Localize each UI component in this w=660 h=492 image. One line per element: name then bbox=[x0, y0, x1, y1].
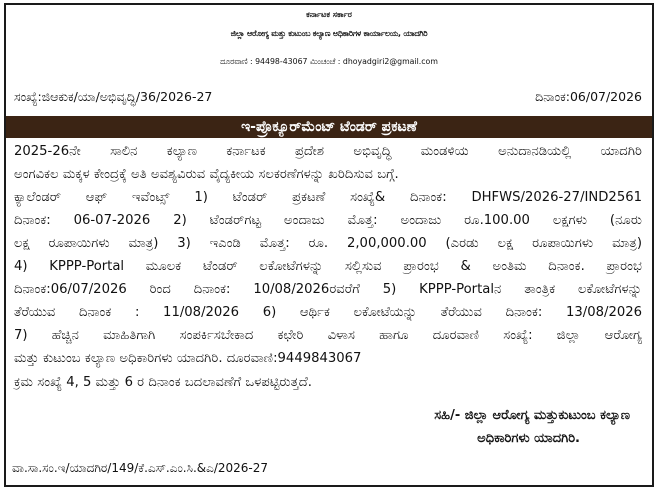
signature-line-2: ಅಧಿಕಾರಿಗಳು ಯಾದಗಿರಿ. bbox=[477, 431, 580, 446]
contact-line: ದೂರವಾಣಿ : 94498-43067 ಮಿಂಚಂಚೆ : dhoyadgiri2@gmail.com bbox=[220, 57, 438, 66]
body-line: ಮತ್ತು ಕುಟುಂಬ ಕಲ್ಯಾಣ ಅಧಿಕಾರಿಗಳು ಯಾದಗಿರಿ. ದೂರವಾಣಿ:9449843067 bbox=[14, 351, 362, 366]
notice-title-banner: ಇ-ಪ್ರೊಕ್ಯೂರ್‌ಮೆಂಟ್ ಟೆಂಡರ್ ಪ್ರಕಟಣೆ bbox=[6, 116, 652, 138]
body-line: ಕ್ರಮ ಸಂಖ್ಯೆ 4, 5 ಮತ್ತು 6 ರ ದಿನಾಂಕ ಬದಲಾವಣೆಗೆ ಒಳಪಟ್ಟಿರುತ್ತದೆ. bbox=[14, 375, 312, 390]
body-line: ದಿನಾಂಕ:06/07/2026 ರಿಂದ ದಿನಾಂಕ: 10/08/2026ರವರೆಗೆ 5) KPPP-Portalನ ತಾಂತ್ರಿಕ ಲಕೋಟೆಗಳನ್ನು bbox=[14, 282, 642, 297]
body-line: ಕ್ಯಾಲೆಂಡರ್ ಆಫ್ ಇವೆಂಟ್ಸ್ 1) ಟೆಂಡರ್ ಪ್ರಕಟಣೆ ಸಂಖ್ಯೆ& ದಿನಾಂಕ: DHFWS/2026-27/IND2561 bbox=[14, 190, 642, 205]
body-line: ದಿನಾಂಕ: 06-07-2026 2) ಟೆಂಡರ್‌ಗಟ್ಟ ಅಂದಾಜು ಮೊತ್ತ: ಅಂದಾಜು ರೂ.100.00 ಲಕ್ಷಗಳು (ನೂರು bbox=[14, 213, 642, 228]
body-line: 2025-26ನೇ ಸಾಲಿನ ಕಲ್ಯಾಣ ಕರ್ನಾಟಕ ಪ್ರದೇಶ ಅಭಿವೃದ್ಧಿ ಮಂಡಳಿಯ ಅನುದಾನಡಿಯಲ್ಲಿ ಯಾದಗಿರಿ bbox=[14, 144, 642, 159]
body-line: 7) ಹೆಚ್ಚಿನ ಮಾಹಿತಿಗಾಗಿ ಸಂಪರ್ಕಿಸಬೇಕಾದ ಕಛೇರಿ ವಿಳಾಸ ಹಾಗೂ ದೂರವಾಣಿ ಸಂಖ್ಯೆ: ಜಿಲ್ಲಾ ಆರೋಗ್ಯ bbox=[14, 328, 642, 343]
office-title: ಜಿಲ್ಲಾ ಆರೋಗ್ಯ ಮತ್ತು ಕುಟುಂಬ ಕಲ್ಯಾಣ ಅಧಿಕಾರಿಗಳ ಕಾರ್ಯಾಲಯ, ಯಾದಗಿರಿ bbox=[230, 29, 428, 38]
signature-line-1: ಸಹಿ/- ಜಿಲ್ಲಾ ಆರೋಗ್ಯ ಮತ್ತುಕುಟುಂಬ ಕಲ್ಯಾಣ bbox=[434, 408, 630, 423]
tender-notice bbox=[4, 3, 654, 487]
footer-reference: ವಾ.ಸಾ.ಸಂ.ಇ/ಯಾದಗಿರ/149/ಕೆ.ಎಸ್.ಎಂ.ಸಿ.&ಎ/2026-27 bbox=[12, 461, 269, 475]
government-heading: ಕರ್ನಾಟಕ ಸರ್ಕಾರ bbox=[306, 10, 352, 19]
reference-number: ಸಂಖ್ಯೆ:ಜಿಆಕುಕ/ಯಾ/ಅಭಿವೃದ್ಧಿ/36/2026-27 bbox=[14, 89, 213, 104]
body-line: 4) KPPP-Portal ಮೂಲಕ ಟೆಂಡರ್ ಲಕೋಟೆಗಳನ್ನು ಸಲ್ಲಿಸುವ ಪ್ರಾರಂಭ & ಅಂತಿಮ ದಿನಾಂಕ. ಪ್ರಾರಂಭ bbox=[14, 259, 642, 274]
reference-date: ದಿನಾಂಕ:06/07/2026 bbox=[535, 89, 642, 104]
body-line: ಅಂಗವಿಕಲ ಮಕ್ಕಳ ಕೇಂದ್ರಕ್ಕೆ ಅತಿ ಅವಶ್ಯವಿರುವ ವೈದ್ಯಕೀಯ ಸಲಕರಣೆಗಳನ್ನು ಖರಿದಿಸುವ ಬಗ್ಗೆ. bbox=[14, 167, 399, 182]
body-line: ಲಕ್ಷ ರೂಪಾಯಿಗಳು ಮಾತ್ರ) 3) ಇಎಂಡಿ ಮೊತ್ತ: ರೂ. 2,00,000.00 (ಎರಡು ಲಕ್ಷ ರೂಪಾಯಿಗಳು ಮಾತ್ರ) bbox=[14, 236, 642, 251]
body-line: ತೆರೆಯುವ ದಿನಾಂಕ : 11/08/2026 6) ಆರ್ಥಿಕ ಲಕೋಟೆಯನ್ನು ತೆರೆಯುವ ದಿನಾಂಕ: 13/08/2026 bbox=[14, 305, 642, 320]
